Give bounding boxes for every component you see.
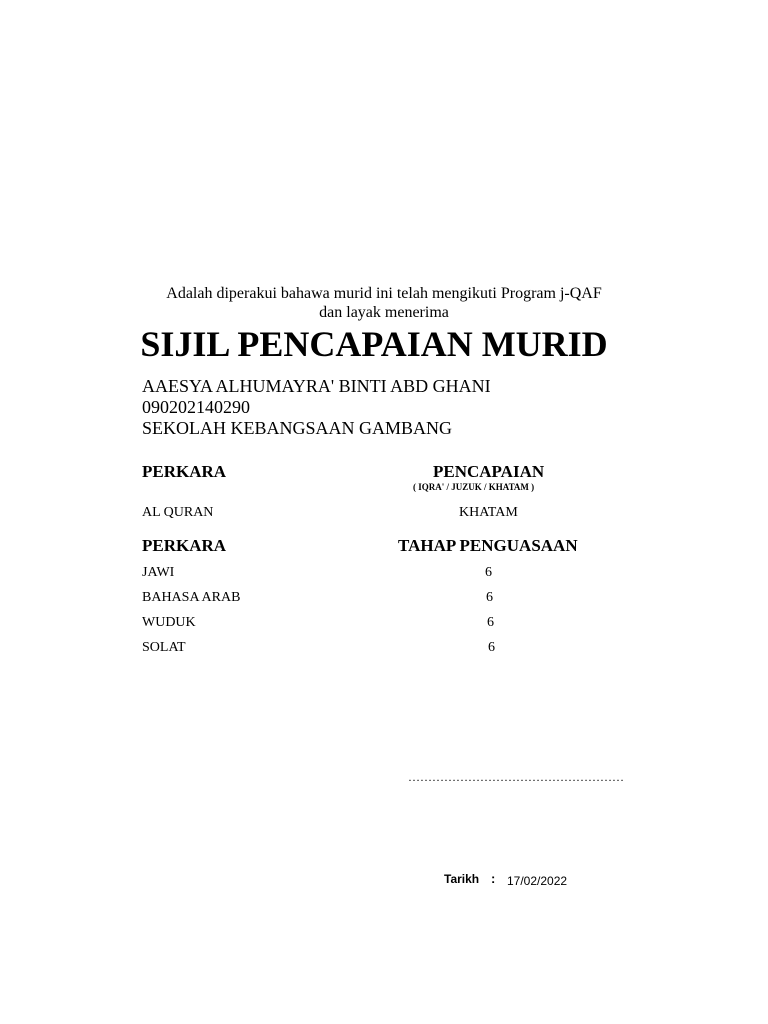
mastery-row-item-bahasa-arab: BAHASA ARAB bbox=[142, 590, 241, 605]
mastery-row-item-wuduk: WUDUK bbox=[142, 615, 196, 630]
mastery-row-level-wuduk: 6 bbox=[487, 615, 494, 630]
student-ic-number: 090202140290 bbox=[142, 397, 250, 417]
quran-row-item: AL QURAN bbox=[142, 505, 214, 520]
quran-header-note: ( IQRA' / JUZUK / KHATAM ) bbox=[413, 482, 535, 492]
date-label: Tarikh bbox=[444, 872, 480, 886]
mastery-row-item-jawi: JAWI bbox=[142, 565, 175, 580]
date-value: 17/02/2022 bbox=[507, 874, 568, 888]
quran-row-result: KHATAM bbox=[459, 505, 518, 520]
intro-line-2: dan layak menerima bbox=[319, 304, 449, 321]
signature-line: ……………………………………………… bbox=[408, 770, 624, 784]
student-school: SEKOLAH KEBANGSAAN GAMBANG bbox=[142, 418, 453, 438]
mastery-row-item-solat: SOLAT bbox=[142, 640, 186, 655]
mastery-header-result: TAHAP PENGUASAAN bbox=[398, 536, 578, 555]
mastery-row-level-jawi: 6 bbox=[485, 565, 492, 580]
date-colon: : bbox=[491, 871, 496, 886]
certificate-title: SIJIL PENCAPAIAN MURID bbox=[140, 324, 608, 364]
mastery-header-item: PERKARA bbox=[142, 536, 227, 555]
student-name: AAESYA ALHUMAYRA' BINTI ABD GHANI bbox=[142, 376, 491, 396]
quran-header-result: PENCAPAIAN bbox=[433, 462, 545, 481]
quran-header-item: PERKARA bbox=[142, 462, 227, 481]
mastery-row-level-solat: 6 bbox=[488, 640, 495, 655]
intro-line-1: Adalah diperakui bahawa murid ini telah mengikuti Program j-QAF bbox=[166, 285, 602, 302]
mastery-row-level-bahasa-arab: 6 bbox=[486, 590, 493, 605]
